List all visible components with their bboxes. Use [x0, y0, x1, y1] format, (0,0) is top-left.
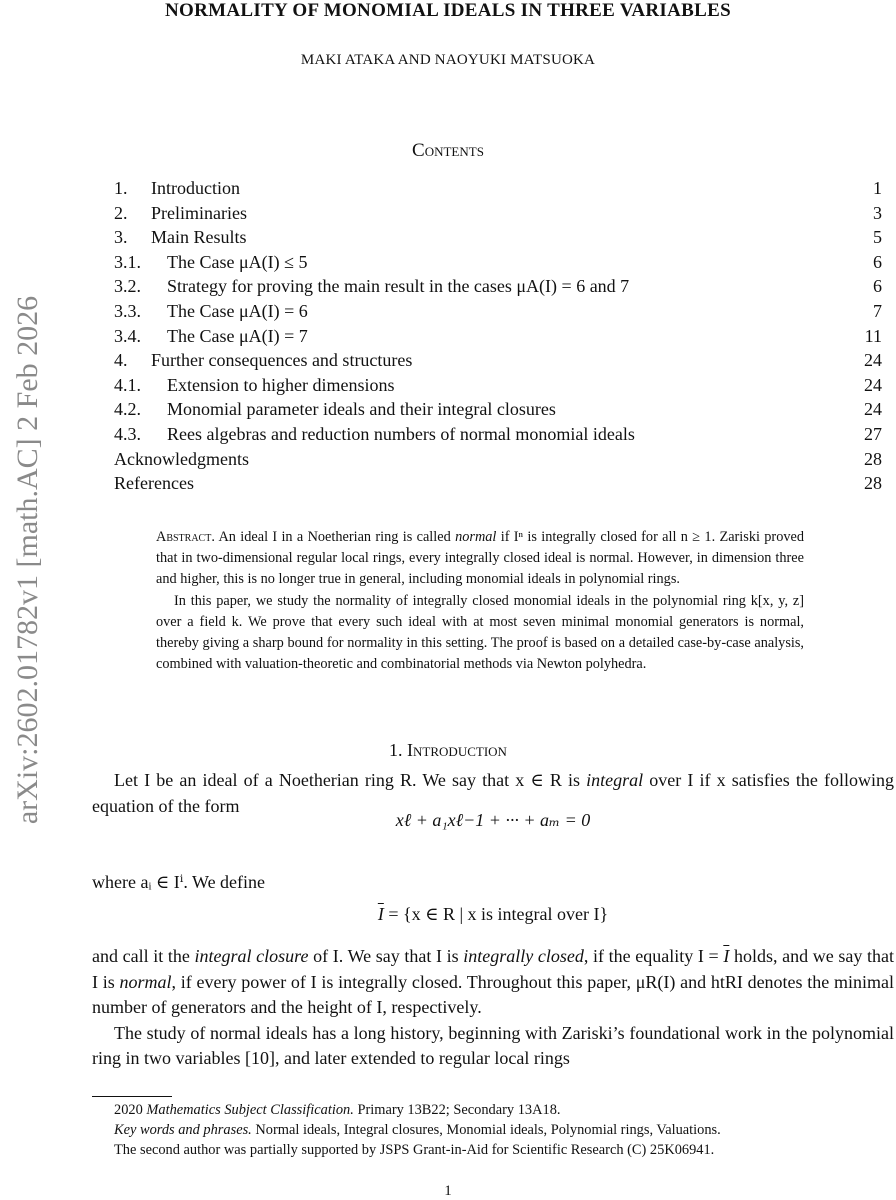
footnote-support: The second author was partially supported by JSPS Grant-in-Aid for Scientific Research (C) 25K06941.	[114, 1142, 715, 1158]
toc-entry-title	[114, 471, 194, 496]
body-text: , if every power of I is integrally closed. Throughout this paper, μR(I) and htRI denotes the minimal number of generators and the height of I, respectively.	[92, 971, 895, 1017]
toc-entry[interactable]	[114, 348, 882, 373]
body-emphasis: integral	[586, 770, 644, 790]
footnote-msc	[92, 1100, 894, 1120]
toc-entry-number: 3.1.	[114, 251, 141, 272]
toc-entry[interactable]	[114, 201, 882, 226]
toc-entry[interactable]	[114, 373, 882, 398]
abstract-text: if Iⁿ is integrally closed for all n ≥ 1. Zariski proved that in two-dimensional regular local rings, every integrally closed ideal is normal. However, in dimension three and higher, this is no longer true in general, including monomial ideals in polynomial rings.	[156, 529, 804, 588]
toc-entry-number: 3.3.	[114, 300, 141, 321]
paper-authors: MAKI ATAKA AND NAOYUKI MATSUOKA	[300, 52, 596, 68]
toc-entry-label: Strategy for proving the main result in the cases μA(I) = 6 and 7	[167, 276, 630, 297]
footnote-text: Normal ideals, Integral closures, Monomial ideals, Polynomial rings, Valuations.	[255, 1122, 721, 1138]
toc-entry-number: 1.	[114, 178, 128, 198]
body-text: over I if x satisfies the following equation of the form	[92, 770, 895, 816]
toc-entry-label: References	[114, 473, 194, 494]
contents-heading: Contents	[412, 140, 484, 161]
toc-entry-page: 3	[873, 202, 882, 223]
arxiv-stamp	[8, 230, 48, 890]
toc-entry-title	[114, 348, 412, 373]
equation-integral-dependence	[92, 808, 894, 834]
intro-paragraph-2: where aᵢ ∈ Iⁱ. We define	[92, 872, 266, 892]
toc-entry-title	[114, 250, 307, 275]
toc-entry[interactable]	[114, 250, 882, 275]
toc-entry-page: 1	[873, 178, 882, 198]
toc-entry-number: 4.3.	[114, 423, 141, 444]
toc-entry-label: Preliminaries	[151, 202, 247, 223]
toc-entry-label: The Case μA(I) ≤ 5	[167, 251, 308, 272]
toc-entry[interactable]	[114, 397, 882, 422]
toc-entry-label: Further consequences and structures	[151, 350, 413, 371]
toc-entry-label: Monomial parameter ideals and their integral closures	[167, 399, 556, 420]
arxiv-stamp-text: arXiv:2602.01782v1 [math.AC] 2 Feb 2026	[11, 295, 44, 825]
toc-entry-title	[114, 225, 247, 250]
toc-entry-label: The Case μA(I) = 7	[167, 325, 308, 346]
toc-entry-number: 3.2.	[114, 276, 141, 297]
toc-entry-label: Acknowledgments	[114, 448, 249, 469]
body-text: Let I be an ideal of a Noetherian ring R. We say that x ∈ R is	[114, 770, 581, 790]
toc-entry-label: The Case μA(I) = 6	[167, 300, 308, 321]
toc-entry[interactable]	[114, 299, 882, 324]
toc-entry-label: Rees algebras and reduction numbers of normal monomial ideals	[167, 423, 635, 444]
toc-entry-number: 4.1.	[114, 374, 141, 395]
toc-entry-label: Main Results	[151, 227, 247, 248]
toc-entry-page: 28	[864, 448, 882, 469]
toc-entry[interactable]	[114, 447, 882, 472]
toc-entry-page: 24	[864, 399, 882, 420]
toc-entry-number: 3.	[114, 227, 128, 248]
toc-entry-title	[114, 373, 394, 398]
toc-entry[interactable]	[114, 225, 882, 250]
toc-entry-number: 4.	[114, 350, 128, 371]
section-heading-introduction	[0, 740, 896, 761]
abstract-paragraph-1	[156, 527, 804, 591]
body-text: of I. We say that I is	[313, 946, 459, 966]
toc-entry[interactable]	[114, 176, 882, 201]
body-emphasis: integral closure	[194, 946, 309, 966]
toc-entry-page: 5	[873, 227, 882, 248]
intro-paragraph-3	[92, 944, 894, 1072]
toc-entry-number: 4.2.	[114, 399, 141, 420]
abstract-emphasis: normal	[455, 529, 497, 545]
footnote-text: 2020	[114, 1102, 143, 1118]
abstract-label: Abstract.	[156, 529, 215, 545]
toc-entry-page: 7	[873, 300, 882, 321]
footnotes	[92, 1100, 894, 1160]
toc-entry-number: 3.4.	[114, 325, 141, 346]
abstract-text: An ideal I in a Noetherian ring is called	[218, 529, 451, 545]
toc-entry-title	[114, 299, 308, 324]
abstract-paragraph-2: In this paper, we study the normality of integrally closed monomial ideals in the polynomial ring k[x, y, z] over a field k. We prove that every such ideal with at most seven minimal monomial generators is normal, thereby giving a sharp bound for normality in this setting. The proof is based on a detailed case-by-case analysis, combined with valuation-theoretic and combinatorial methods via Newton polyhedra.	[156, 592, 804, 673]
toc-entry-page: 24	[864, 374, 882, 395]
footnote-keywords	[92, 1120, 894, 1140]
toc-entry-title	[114, 176, 240, 201]
toc-entry-page: 11	[864, 325, 882, 346]
body-text: and call it the	[92, 946, 190, 966]
footnote-label: Mathematics Subject Classification.	[146, 1102, 354, 1118]
toc-entry-title	[114, 324, 308, 349]
table-of-contents	[114, 176, 882, 496]
toc-entry-number: 2.	[114, 202, 128, 223]
body-emphasis: normal	[119, 971, 172, 992]
toc-entry-title	[114, 274, 629, 299]
paper-title: NORMALITY OF MONOMIAL IDEALS IN THREE VARIABLES	[165, 0, 731, 21]
equation-text: $\overline{I}$	[377, 904, 384, 924]
abstract	[156, 527, 804, 675]
equation-integral-closure	[92, 902, 894, 928]
toc-entry-title	[114, 422, 635, 447]
equation-text: xℓ + a₁xℓ−1 + ··· + aₘ = 0	[395, 810, 591, 830]
toc-entry[interactable]	[114, 422, 882, 447]
body-text: $\overline{I}$	[723, 946, 730, 966]
section-heading-text: 1. Introduction	[389, 740, 507, 760]
toc-entry-page: 6	[873, 276, 882, 297]
toc-entry-title	[114, 447, 249, 472]
toc-entry-page: 24	[864, 350, 882, 371]
toc-entry-label: Introduction	[151, 178, 240, 198]
body-emphasis: integrally closed	[463, 946, 584, 966]
toc-entry-page: 27	[864, 423, 882, 444]
toc-entry-title	[114, 201, 247, 226]
toc-entry-label: Extension to higher dimensions	[167, 374, 395, 395]
footnote-label: Key words and phrases.	[114, 1122, 252, 1138]
body-text: holds, and we say that I is	[92, 946, 894, 992]
equation-text: = {x ∈ R | x is integral over I}	[383, 904, 609, 924]
toc-entry-page: 6	[873, 251, 882, 272]
toc-entry-title	[114, 397, 556, 422]
toc-entry[interactable]	[114, 274, 882, 299]
body-text: , if the equality I =	[583, 946, 724, 966]
toc-entry[interactable]	[114, 324, 882, 349]
footnote-rule	[92, 1096, 172, 1097]
footnote-text: Primary 13B22; Secondary 13A18.	[357, 1102, 561, 1118]
page-number: 1	[444, 1183, 452, 1199]
toc-entry[interactable]	[114, 471, 882, 496]
intro-paragraph-4: The study of normal ideals has a long history, beginning with Zariski’s foundational work in the polynomial ring in two variables [10], and later extended to regular local rings	[92, 1022, 894, 1068]
toc-entry-page: 28	[864, 473, 882, 494]
